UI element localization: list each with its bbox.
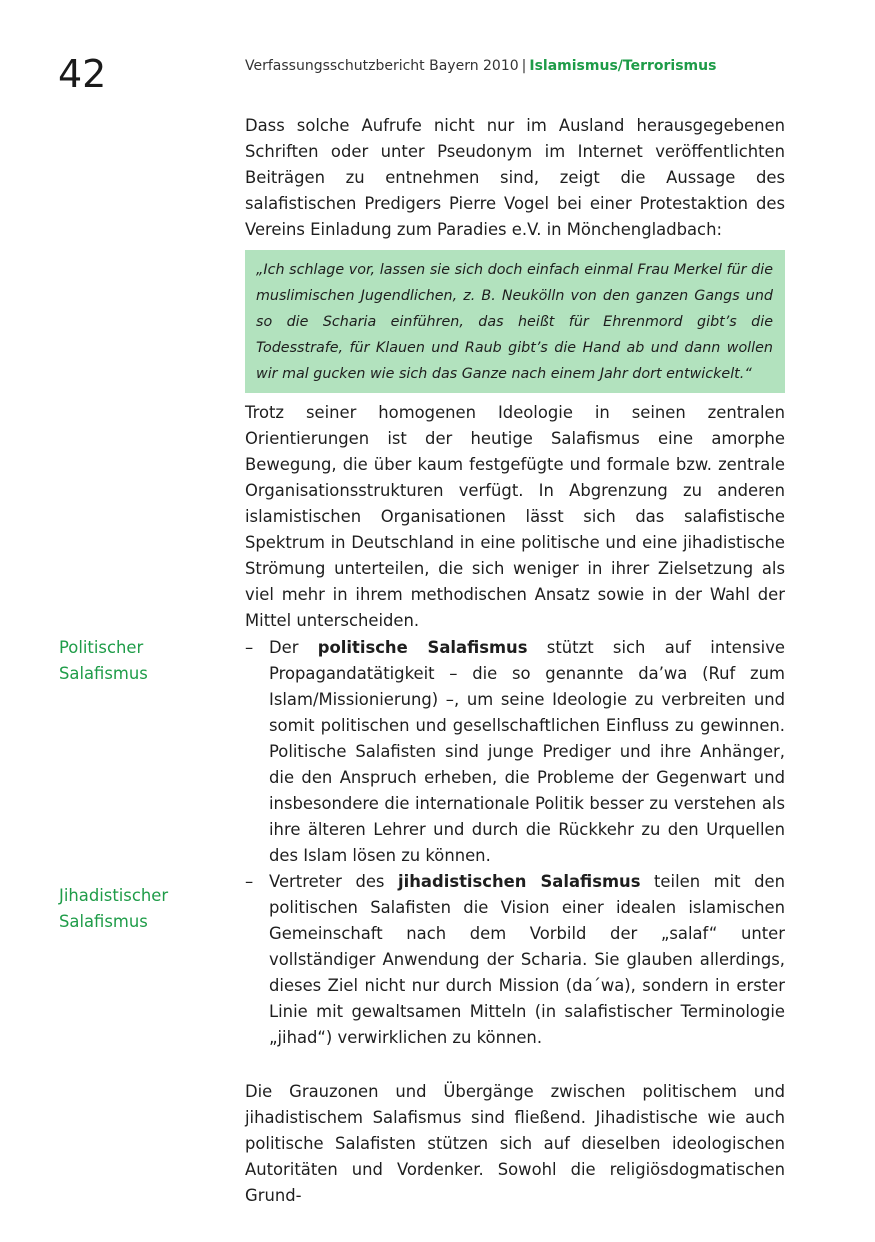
- bullet-text: stützt sich auf intensive Propagandatätigkeit – die so genannte da’wa (Ruf zum Islam/Missionierung) –, um seine Ideologie zu verbreiten und somit politischen und gesellschaftlichen Einfluss zu gewinnen. Politische Salafisten sind junge Prediger und ihre Anhänger, die den Anspruch erheben, die Probleme der Gegenwart und insbesondere die internationale Politik besser zu verstehen als ihre älteren Lehrer und durch die Rückkehr zu den Urquellen des Islam lösen zu können.: [269, 638, 785, 865]
- section-title: Islamismus/Terrorismus: [529, 58, 717, 74]
- body-paragraph-3: [245, 1079, 785, 1209]
- margin-note-line: Salafismus: [59, 664, 148, 683]
- bullet-dash: –: [245, 872, 254, 891]
- bullet-prefix: Der: [269, 638, 318, 657]
- quote-text: „Ich schlage vor, lassen sie sich doch einfach einmal Frau Merkel für die muslimischen Jugendlichen, z. B. Neukölln von den ganzen Gangs und so die Scharia einführen, das heißt für Ehrenmord gibt’s die Todesstrafe, für Klauen und Raub gibt’s die Hand ab und dann wollen wir mal gucken wie sich das Ganze nach einem Jahr dort entwickelt.“: [256, 262, 773, 382]
- bullet-bold-term: politische Salafismus: [317, 638, 528, 657]
- margin-note-line: Politischer: [59, 638, 144, 657]
- report-title: Verfassungsschutzbericht Bayern 2010: [245, 58, 519, 74]
- header-separator: |: [521, 58, 527, 74]
- highlighted-quote: [245, 250, 785, 393]
- body-paragraph-2: [245, 400, 785, 634]
- margin-note-line: Salafismus: [59, 912, 148, 931]
- paragraph-text: Trotz seiner homogenen Ideologie in seinen zentralen Orientierungen ist der heutige Salafismus eine amorphe Bewegung, die über kaum festgefügte und formale bzw. zentrale Organisationsstrukturen verfügt. In Abgrenzung zu anderen islamistischen Organisationen lässt sich das salafistische Spektrum in Deutschland in eine politische und eine jihadistische Strömung unterteilen, die sich weniger in ihrer Zielsetzung als viel mehr in ihrem methodischen Ansatz sowie in der Wahl der Mittel unterscheiden.: [245, 403, 785, 630]
- body-paragraph-1: [245, 113, 785, 243]
- paragraph-text: Dass solche Aufrufe nicht nur im Ausland herausgegebenen Schriften oder unter Pseudonym im Internet veröffentlichten Beiträgen zu entnehmen sind, zeigt die Aussage des salafistischen Predigers Pierre Vogel bei einer Protestaktion des Vereins Einladung zum Paradies e.V. in Mönchengladbach:: [245, 116, 785, 239]
- margin-note-jihadistischer-salafismus: [59, 883, 229, 935]
- bullet-bold-term: jihadistischen Salafismus: [398, 872, 641, 891]
- bullet-prefix: Vertreter des: [269, 872, 399, 891]
- margin-note-line: Jihadistischer: [59, 886, 169, 905]
- bullet-text: teilen mit den politischen Salafisten die Vision einer idealen islamischen Gemeinschaft nach dem Vorbild der „salaf“ unter vollständiger Anwendung der Scharia. Sie glauben allerdings, dieses Ziel nicht nur durch Mission (da´wa), sondern in erster Linie mit gewaltsamen Mitteln (in salafistischer Terminologie „jihad“) verwirklichen zu können.: [269, 872, 785, 1047]
- list-item: [245, 635, 785, 869]
- paragraph-text: Die Grauzonen und Übergänge zwischen politischem und jihadistischem Salafismus sind fließend. Jihadistische wie auch politische Salafisten stützen sich auf dieselben ideologischen Autoritäten und Vordenker. Sowohl die religiösdogmatischen Grund-: [245, 1082, 785, 1205]
- running-header: [245, 57, 716, 75]
- bullet-dash: –: [245, 638, 254, 657]
- list-item: [245, 869, 785, 1051]
- bullet-list: [245, 635, 785, 1051]
- page-number: 42: [58, 52, 107, 96]
- margin-note-politischer-salafismus: [59, 635, 229, 687]
